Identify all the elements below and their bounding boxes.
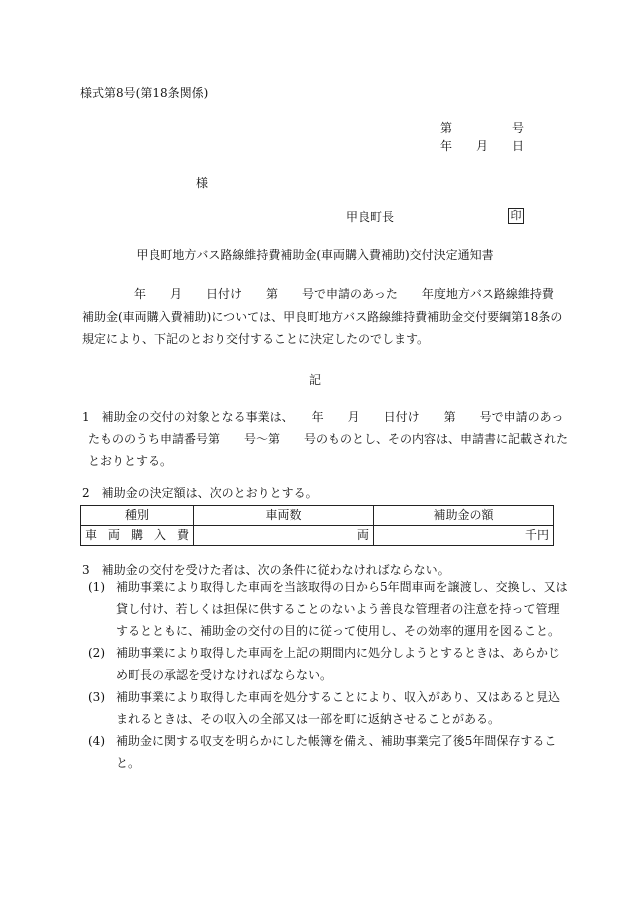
condition-line: 補助事業により取得した車両を処分することにより、収入があり、又はあると見込: [116, 690, 561, 704]
condition-4: [88, 730, 556, 774]
table-cell-kind: 車両購入費: [81, 526, 194, 546]
date-day: 日: [512, 139, 525, 153]
doc-number-go: 号: [512, 121, 525, 135]
form-number: 様式第8号(第18条関係): [80, 86, 209, 100]
document-title: 甲良町地方バス路線維持費補助金(車両購入費補助)交付決定通知書: [136, 248, 494, 262]
date-month: 月: [476, 139, 489, 153]
condition-number: (1): [88, 580, 105, 594]
condition-line: 貸し付け、若しくは担保に供することのないよう善良な管理者の注意を持って管理: [116, 602, 560, 616]
intro-line: 規定により、下記のとおり交付することに決定したのでします。: [82, 332, 430, 346]
condition-1: [88, 576, 568, 642]
condition-line: 補助事業により取得した車両を上記の期間内に処分しようとするときは、あらかじ: [116, 646, 561, 660]
table-cell-amount: 千円: [374, 526, 554, 546]
condition-line: 補助金に関する収支を明らかにした帳簿を備え、補助事業完了後5年間保存するこ: [116, 734, 557, 748]
item-1: [82, 406, 568, 472]
condition-number: (2): [88, 646, 105, 660]
item-3-heading: 3 補助金の交付を受けた者は、次の条件に従わなければならない。: [82, 563, 450, 577]
issuer-seal: 印: [508, 208, 524, 224]
intro-paragraph: [82, 283, 563, 351]
intro-line: 補助金(車両購入費補助)については、甲良町地方バス路線維持費補助金交付要綱第18条の: [82, 309, 563, 324]
table-row: [81, 526, 554, 546]
item-1-line: とおりとする。: [88, 454, 173, 468]
doc-number-dai: 第: [440, 121, 453, 135]
condition-line: まれるときは、その収入の全部又は一部を町に返納させることがある。: [116, 712, 501, 726]
condition-3: [88, 686, 560, 730]
item-1-line: 1 補助金の交付の対象となる事業は、 年 月 日付け 第 号で申請のあっ: [82, 410, 564, 424]
table-header-row: [81, 506, 554, 526]
subsidy-table: [80, 505, 554, 546]
table-header: 車両数: [194, 506, 374, 526]
condition-line: め町長の承認を受けなければならない。: [116, 668, 333, 682]
condition-number: (3): [88, 690, 105, 704]
table-cell-count: 両: [194, 526, 374, 546]
condition-2: [88, 642, 560, 686]
date-year: 年: [440, 139, 453, 153]
issuer-name: 甲良町長: [346, 210, 395, 224]
condition-line: と。: [116, 756, 141, 770]
table-header: 種別: [81, 506, 194, 526]
intro-line: 年 月 日付け 第 号で申請のあった 年度地方バス路線維持費: [134, 287, 554, 301]
ki-label: 記: [308, 373, 321, 387]
condition-line: するとともに、補助金の交付の目的に従って使用し、その効率的運用を図ること。: [116, 624, 561, 638]
condition-number: (4): [88, 734, 105, 748]
table-header: 補助金の額: [374, 506, 554, 526]
item-1-line: たもののうち申請番号第 号～第 号のものとし、その内容は、申請書に記載された: [88, 432, 569, 446]
condition-line: 補助事業により取得した車両を当該取得の日から5年間車両を譲渡し、交換し、又は: [116, 580, 568, 594]
item-2-heading: 2 補助金の決定額は、次のとおりとする。: [82, 486, 318, 500]
addressee-sama: 様: [196, 176, 209, 190]
